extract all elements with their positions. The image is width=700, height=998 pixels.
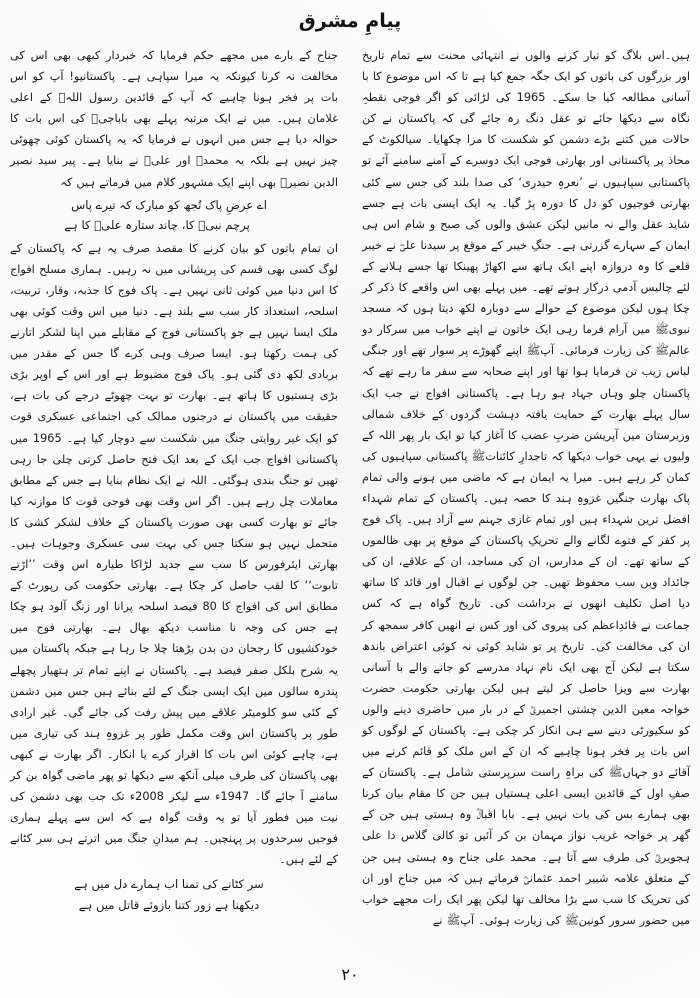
verse-line: سر کٹانے کی تمنا اب ہمارے دل میں ہے: [74, 877, 264, 892]
verse-line: پرچم نبیﷺ کا، چاند ستارہ علیؓ کا ہے: [64, 218, 250, 233]
two-column-body: [6, 45, 694, 950]
verse-line: اے عرضِ پاک تُجھ کو مبارک کہ تیرے پاس: [71, 197, 267, 212]
body-paragraph: ہیں۔اس بلاگ کو تیار کرنے والوں نے انتہائی محنت سے تمام تاریخ اور بزرگوں کی باتوں کو ایک جگہ جمع کیا ہے تا کہ اس موضوع کا با آسانی مطالعہ کیا جا سکے۔ 1965 کی لڑائی کو اگر فوجی نقطہِ نگاہ سے دیکھا جائے تو عقل دنگ رہ جائے گی کہ پاکستان نے کن حالات میں کتنے بڑے دشمن کو شکست کا مزا چکھایا۔ سیالکوٹ کے محاذ پر پاکستانی اور بھارتی فوجی ایک دوسرے کے آمنے سامنے آئے تو پاکستانی سپاہیوں نے ’نعرہِ حیدری‘ کی صدا بلند کی جس سے کئی بھارتی فوجیوں کو دل کا دورہ پڑ گیا۔ یہ ایک ایسی بات ہے جسے شاید عقل والے نہ مانیں لیکن عشق والوں کی صبح و شام اس ہی ایمان کے سہارے گزرتی ہے۔ جنگِ خیبر کے موقع پر سیدنا علیؓ نے خیبر قلعے کا وہ دروازہ اپنے ایک ہاتھ سے اکھاڑ پھینکا تھا جسے ہلانے کے لئے چالیس آدمی درکار ہوتے تھے۔ میں پہلے بھی اس واقعے کا ذکر کر چکا ہوں لیکن موضوع کے حوالے سے دوبارہ لکھ دیتا ہوں کہ مسجد نبویﷺ میں آرام فرما رہی ایک خاتون نے اپنے خواب میں سرکار دو عالمﷺ کی زیارت فرمائی۔ آپﷺ اپنے گھوڑے پر سوار تھے اور جنگی لباس زیب تن فرمایا ہوا تھا اور اپنے صحابہ سے سفر ما رہے تھے کہ پاکستان چلو وہاں جہاد ہو رہا ہے۔ پاکستانی افواج نے جب ایک سال پہلے بھارت کے حمایت یافتہ دہشت گردوں کے خلاف شمالی وزیرستان میں آپریشن ضربِ عضب کا آغاز کیا تو ایک بار پھر اللہ کے ولیوں نے یہی خواب دیکھا کہ تاجدارِ کائناتﷺ پاکستانی سپاہیوں کی کمان کر رہے ہیں۔ میرا یہ ایمان ہے کہ ماضی میں ہونے والی تمام پاک بھارت جنگیں غزوہِ ہند کا حصہ ہیں۔ پاکستان کے تمام شہداء افضل ترین شہداء ہیں اور تمام غازی جہنم سے آزاد ہیں۔ پاک فوج پر کفر کے فتوے لگانے والے تحریکِ پاکستان کے موقع پر بھی ظالموں کے ساتھ تھے۔ ان کے مدارس، ان کی مساجد، ان کے علاقے، ان کی جائداد ویں سب محفوظ تھیں۔ جن لوگوں نے اقبال اور قائد کا ساتھ دیا اصل تکلیف انھوں نے برداشت کی۔ تاریخ گواہ ہے کہ کس جماعت نے قائدِاعظم کی پیروی کی اور کس نے انھیں کافر سمجھ کر ان کی مخالفت کی۔ تاریخ پر تو شاید کوئی نہ کوئی اعتراض باندھ سکتا ہے لیکن آج بھی ایک نام نہاد مدرسے کو جانے والے با آسانی بھارت سے ویزا حاصل کر لیتے ہیں لیکن بھارتی حکومت حضرت خواجہ معین الدین چشتی اجمیریؒ کے در بار میں حاضری دینے والوں کو سکیورٹی دینے سے ہی انکار کر چکی ہے۔ پاکستان کے لوگوں کو اس بات پر فخر ہونا چاہیے کہ ان کے اس ملک کو قائم کرنے میں آقائے دو جہاںﷺ کی براہِ راست سرپرستی شامل ہے۔ پاکستان کے صفِ اول کے قائدین ایسی اعلی ہستیاں ہیں جن کا مقام بیان کرنا بھی ہمارے بس کی بات نہیں ہے۔ بابا اقبالؒ وہ ہستی ہیں جن کے گھر پر خواجہ غریب نواز مہمان بن کر آئیں تو کالی گلاس دا علی ہجویریؒ کی طرف سے آتا ہے۔ محمد علی جناح وہ ہستی ہیں جن کے متعلق علامہ شبیر احمد عثمانیؒ فرماتے ہیں کہ میں جناح اور ان کی تحریک کا سب سے بڑا مخالف تھا لیکن پھر ایک رات مجھے خواب میں حضور سرور کونینﷺ کی زیارت ہوئی۔ آپﷺ نے: [362, 49, 690, 927]
column-left: [6, 45, 350, 950]
verse-block-top: [10, 195, 338, 236]
verse-block-bottom: [10, 874, 338, 916]
verse-line: دیکھنا ہے زور کتنا بازوئے قاتل میں ہے: [78, 898, 260, 913]
body-paragraph: جناح کے بارے میں مجھے حکم فرمایا کہ خبردار کبھی بھی اس کی مخالفت نہ کرنا کیونکہ یہ میرا سپاہی ہے۔ پاکستانیو! آپ کو اس بات پر فخر ہونا چاہیے کہ آپ کے قائدین رسول اللہﷺ کے اعلی غلامان ہیں۔ میں نے ایک مرتبہ پہلے بھی باباجیؒ کی اس بات کا حوالہ دیا ہے جس میں انہوں نے فرمایا کہ یہ پاکستان کوئی چھوٹی چیز نہیں ہے بلکہ یہ محمدﷺ اور علیؓ نے بنایا ہے۔ پیر سید نصیر الدین نصیرؒ بھی اپنے ایک مشہور کلام میں فرماتے ہیں کہ: [10, 49, 338, 189]
body-paragraph: ان تمام باتوں کو بیان کرنے کا مقصد صرف یہ ہے کہ پاکستان کے لوگ کسی بھی قسم کی پریشانی میں نہ رہیں۔ ہماری مسلح افواج کا اس دنیا میں کوئی ثانی نہیں ہے۔ پاک فوج کا جذبہ، وقار، تربیت، اسلحہ، استعداد کار سب سے بلند ہے۔ دنیا میں اس وقت کوئی بھی ملک ایسا نہیں ہے جو پاکستانی فوج کے مقابلے میں اپنا لشکر اتارنے کی ہمت رکھتا ہو۔ ایسا صرف وہی کرے گا جس کے مقدر میں بربادی لکھ دی گئی ہو۔ پاک فوج مضبوط ہے اور اس کے اوپر بڑی بڑی ہستیوں کا ہاتھ ہے۔ بھارت تو بہت چھوٹے درجے کی بات ہے، حقیقت میں پاکستان نے درجنوں ممالک کی اجتماعی عسکری قوت کو ایک غیر روایتی جنگ میں شکست سے دوچار کیا ہے۔ 1965 میں پاکستانی افواج جب ایک کے بعد ایک فتح حاصل کرتی چلی جا رہی تھیں تو جنگ بندی ہوگئی۔ اللہ نے ایک نظام بنایا ہے جس کے مطابق معاملات چل رہے ہیں۔ اگر اس وقت بھی فوجی قوت کا موازنہ کیا جائے تو بھارت کسی بھی صورت پاکستان کے خلاف لشکر کشی کا متحمل نہیں ہو سکتا جس کی بہت سی عسکری وجوہات ہیں۔ بھارتی ایئرفورس کا سب سے جدید لڑاکا طیارہ اس وقت ’’اڑتے تابوت‘‘ کا لقب حاصل کر چکا ہے۔ بھارتی حکومت کی رپورٹ کے مطابق اس کی افواج کا 80 فیصد اسلحہ پرانا اور زنگ آلود ہو چکا ہے جس کی وجہ نا مناسب دیکھ بھال ہے۔ بھارتی فوج میں خودکشیوں کا رجحان دن بدن بڑھتا چلا جا رہا ہے جبکہ پاکستان میں یہ شرح بلکل صفر فیصد ہے۔ پاکستان نے اپنے تمام تر ہتھیار پچھلے پندرہ سالوں میں ایک ایسی جنگ کے لئے بنائے ہیں جس میں دشمن کے کئی سو کلومیٹر علاقے میں پیش رفت کی جائے گی۔ غیر ارادی طور پر پاکستان اس وقت مکمل طور پر غزوہِ ہند کی تیاری میں ہے، چاہے کوئی اس بات کا اقرار کرے یا انکار۔ اگر بھارت نے کبھی بھی پاکستان کی طرف میلی آنکھ سے دیکھا تو پھر ماضی گواہ بن کر سامنے آ جائے گا۔ 1947ء سے لیکر 2008ء تک جب بھی دشمن کی نیت میں فطور آیا تو یہ وقت گواہ ہے کہ اس سے پہلے ہماری فوجیں سرحدوں پر پہنچیں۔ ہم میدانِ جنگ میں اترتے ہی سر کٹانے کے لئے ہیں۔: [10, 241, 339, 867]
column-right: [350, 45, 694, 950]
page-title: پیامِ مشرق: [298, 10, 402, 32]
page-number: ۲۰: [341, 965, 359, 984]
